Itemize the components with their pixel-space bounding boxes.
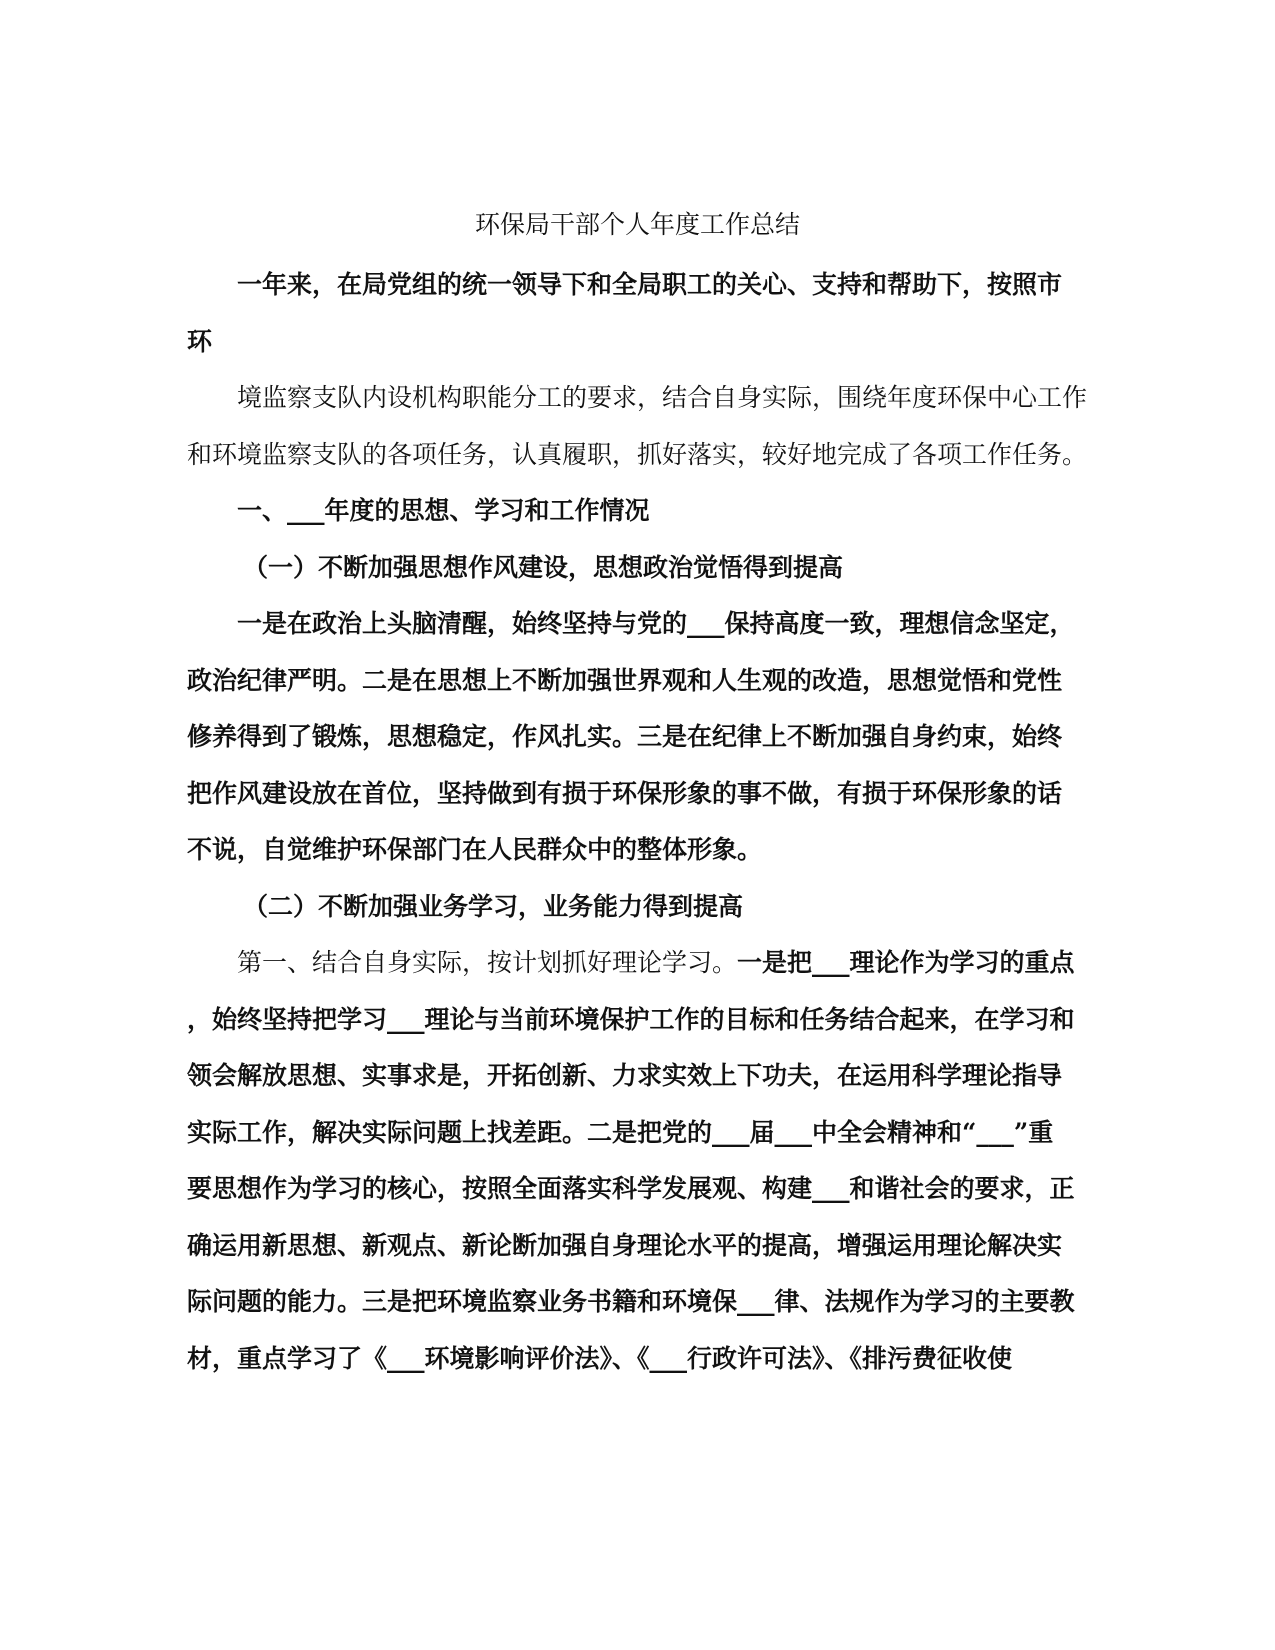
paragraph-line: 要思想作为学习的核心，按照全面落实科学发展观、构建___和谐社会的要求，正 <box>187 1174 1075 1203</box>
paragraph-line: 不说，自觉维护环保部门在人民群众中的整体形象。 <box>187 835 763 864</box>
paragraph-line: 领会解放思想、实事求是，开拓创新、力求实效上下功夫，在运用科学理论指导 <box>187 1061 1063 1090</box>
paragraph-line: ，始终坚持把学习___理论与当前环境保护工作的目标和任务结合起来，在学习和 <box>187 1005 1075 1034</box>
paragraph-line: 修养得到了锻炼，思想稳定，作风扎实。三是在纪律上不断加强自身约束，始终 <box>187 722 1063 751</box>
paragraph-line: 际问题的能力。三是把环境监察业务书籍和环境保___律、法规作为学习的主要教 <box>187 1287 1075 1316</box>
paragraph-line: 实际工作，解决实际问题上找差距。二是把党的___届___中全会精神和“___”重 <box>187 1118 1054 1147</box>
document-title: 环保局干部个人年度工作总结 <box>474 210 800 239</box>
section-heading: 一、___年度的思想、学习和工作情况 <box>237 496 650 525</box>
subsection-heading: （一）不断加强思想作风建设，思想政治觉悟得到提高 <box>243 553 844 582</box>
paragraph-line: 一是在政治上头脑清醒，始终坚持与党的___保持高度一致，理想信念坚定， <box>237 609 1075 638</box>
subsection-heading: （二）不断加强业务学习，业务能力得到提高 <box>243 892 744 921</box>
paragraph-line: 材，重点学习了《___环境影响评价法》、《___行政许可法》、《排污费征收使 <box>187 1344 1013 1373</box>
paragraph-line: 把作风建设放在首位，坚持做到有损于环保形象的事不做，有损于环保形象的话 <box>187 779 1063 808</box>
paragraph-segment: 第一、结合自身实际，按计划抓好理论学习。 <box>237 948 738 977</box>
paragraph-line: 确运用新思想、新观点、新论断加强自身理论水平的提高，增强运用理论解决实 <box>187 1231 1063 1260</box>
paragraph-line: 一年来，在局党组的统一领导下和全局职工的关心、支持和帮助下，按照市 <box>237 270 1063 299</box>
paragraph-line <box>237 948 1075 978</box>
paragraph-line: 政治纪律严明。二是在思想上不断加强世界观和人生观的改造，思想觉悟和党性 <box>187 666 1063 695</box>
paragraph-line: 环 <box>187 327 213 356</box>
paragraph-segment: 一是把___理论作为学习的重点 <box>737 948 1075 977</box>
paragraph-line: 境监察支队内设机构职能分工的要求，结合自身实际，围绕年度环保中心工作 <box>237 383 1088 412</box>
paragraph-line: 和环境监察支队的各项任务，认真履职，抓好落实，较好地完成了各项工作任务。 <box>187 440 1088 469</box>
